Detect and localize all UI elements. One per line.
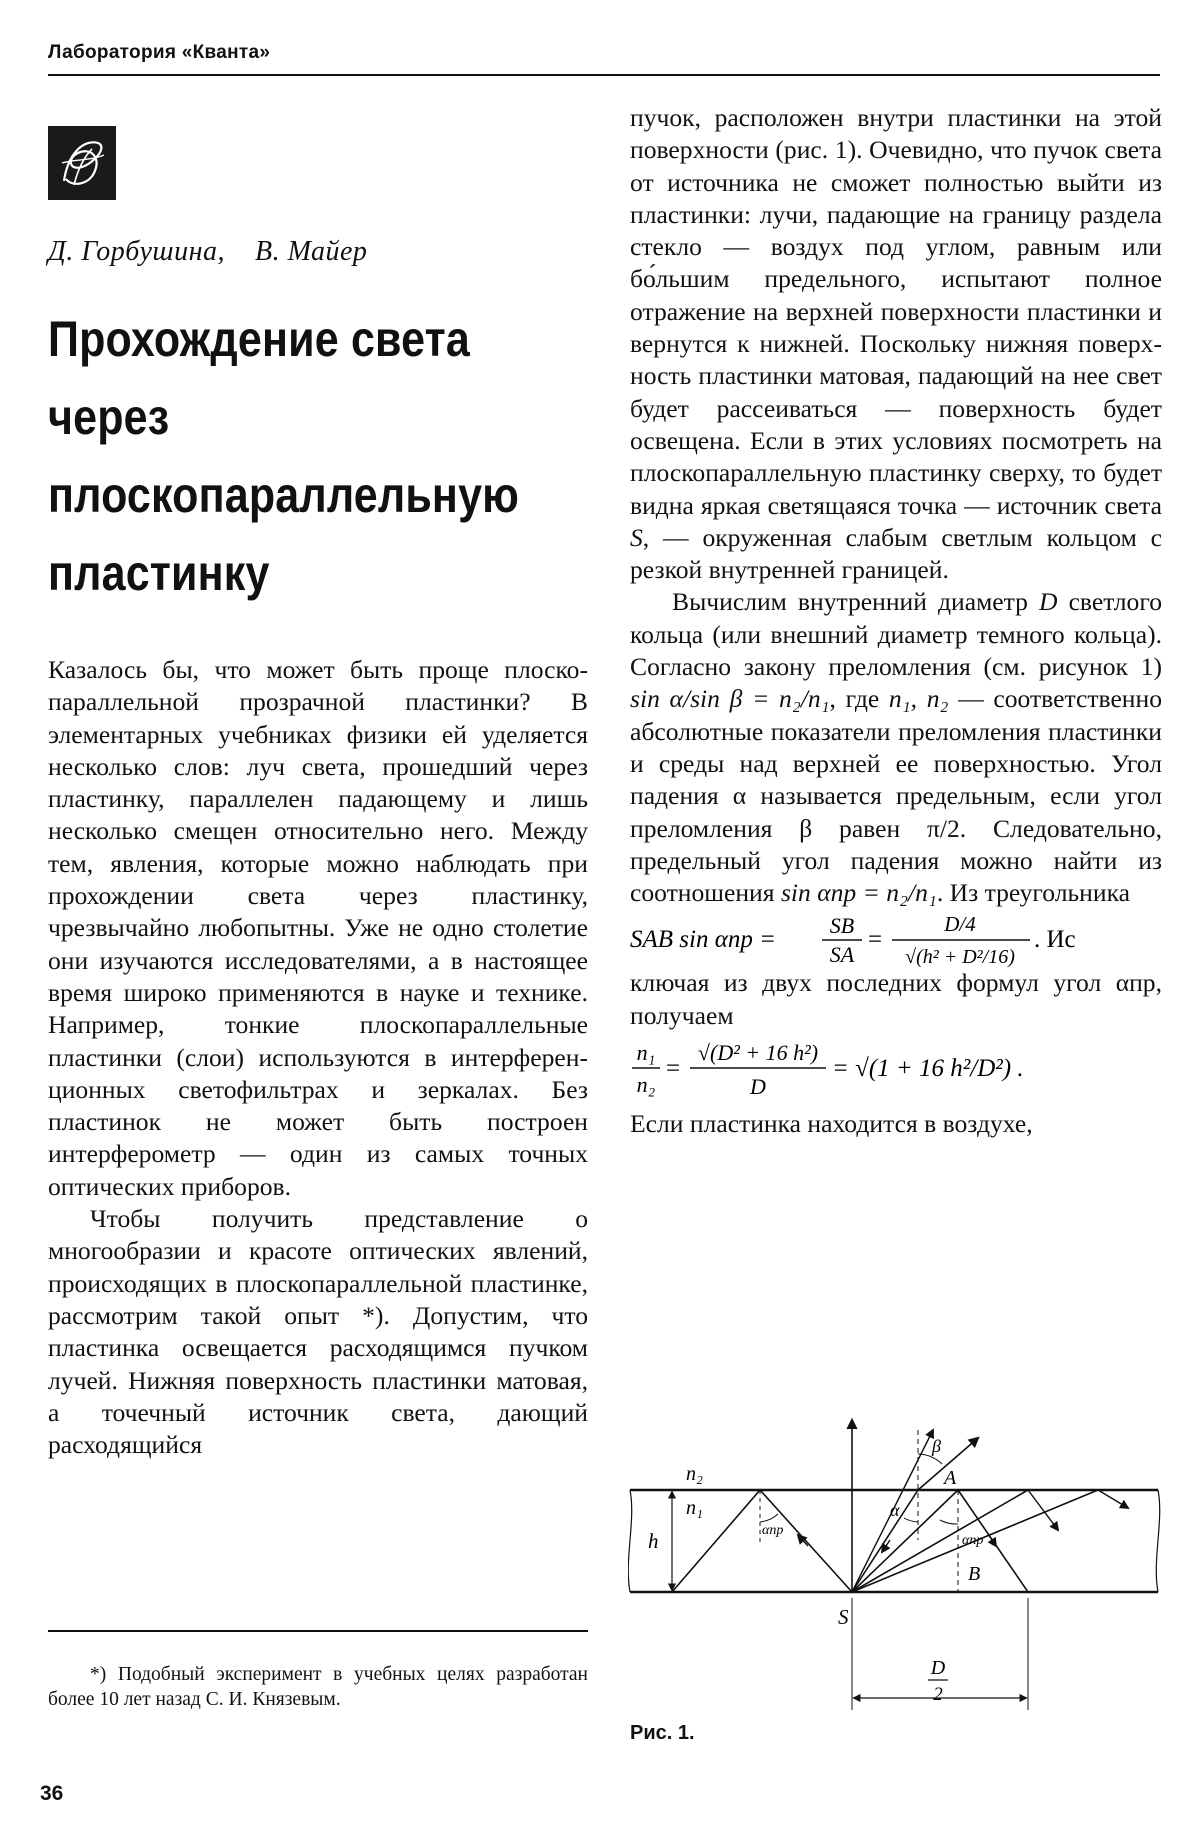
label-alpha-limit: αпр xyxy=(962,1533,984,1548)
label-n2: n₂ xyxy=(686,1463,703,1485)
text-run: , где xyxy=(829,684,889,714)
title-line: через xyxy=(48,389,170,445)
formula-lhs: SAB sin αпр = xyxy=(630,926,776,954)
label-S: S xyxy=(838,1605,849,1629)
text-run: Вычислим внутренний диаметр xyxy=(672,587,1040,617)
plate-left-edge xyxy=(628,1490,631,1592)
fraction-numerator: D/4 xyxy=(944,912,976,937)
label-D: D xyxy=(930,1657,946,1679)
fraction-numerator: √(D² + 16 h²) xyxy=(697,1040,819,1066)
footnote-rule xyxy=(48,1630,588,1632)
inline-formula: sin αпр = n₂/n₁ xyxy=(780,878,937,908)
fraction-denominator: D xyxy=(750,1074,766,1100)
label-2: 2 xyxy=(933,1684,943,1705)
figure-1-diagram xyxy=(628,1410,1168,1720)
math-symbol: D xyxy=(1039,587,1058,617)
paragraph xyxy=(630,102,1162,586)
section-header: Лаборатория «Кванта» xyxy=(48,42,271,63)
angle-arc xyxy=(760,1514,778,1522)
author-name: В. Майер xyxy=(254,236,368,267)
reflected-ray xyxy=(1028,1490,1058,1530)
fraction-denominator: SA xyxy=(829,942,855,968)
text-run: пучок, расположен внутри пластинки на этой поверхности (рис. 1). Очевидно, что пучок света от источника не сможет полностью выйти из пластинки: лучи, падающие на границу раздела стекло — воздух под углом, равным или бо́льшим предельного, испытают полное отражение на верхней поверхности пластинки и вернутся к нижней. Поскольку нижняя поверхность пластинки матовая, падающий на нее свет будет рассеиваться — поверхность будет освещена. Если в этих условиях посмотреть на плоскопараллельную пластинку сверху, то будет видна яркая светящаяся точка — источник света xyxy=(630,103,1162,520)
paragraph: Казалось бы, что может быть проще плоскопараллельной прозрачной пластинки? В элементарных учебниках физики ей уделяется несколько слов: луч света, прошедший через пластинку, параллелен падающему и лишь несколько смещен относительно него. Между тем, явления, которые можно наблюдать при прохождении света через пластинку, чрезвычайно любопытны. Уже не одно столетие они изучаются исследователями, а в настоящее время широко применяются в науке и технике. Например, тонкие плоскопараллельные пластинки (слои) используются в интерференционных светофильтрах и зеркалах. Без пластинок не может быть построен интерферометр — один из самых точных оптических приборов. xyxy=(48,655,588,1201)
fraction-denominator: n₂ xyxy=(636,1072,656,1098)
text-run: — соответственно абсолютные показатели преломления пластинки и среды над верхней ее поверхностью. Угол падения α называется предельным, если угол преломления β равен π/2. Следовательно, предельный угол падения можно найти из соотношения xyxy=(630,684,1162,908)
figure-caption: Рис. 1. xyxy=(630,1722,695,1744)
angle-arc xyxy=(940,1520,958,1524)
ray-critical xyxy=(852,1490,958,1592)
text-run: . Из треугольника xyxy=(936,878,1130,908)
label-B: B xyxy=(968,1563,981,1585)
title-line: плоскопараллельную xyxy=(48,467,520,523)
paragraph xyxy=(630,586,1162,909)
equals-sign: = xyxy=(868,926,883,954)
title-line: Прохождение света xyxy=(48,311,470,367)
kvant-lab-emblem-icon xyxy=(48,126,116,200)
reflected-ray xyxy=(1098,1490,1128,1508)
label-alpha-limit: αпр xyxy=(762,1523,784,1538)
authors xyxy=(48,236,367,268)
text-run: светлого кольца (или внешний диаметр темного кольца). Согласно закону преломления (см. рисунок 1) xyxy=(630,587,1162,682)
left-column xyxy=(48,654,588,1461)
author-name: Д. Горбушина, xyxy=(48,236,225,267)
footnote: *) Подобный эксперимент в учебных целях разработан более 10 лет назад С. И. Князевым. xyxy=(48,1664,588,1710)
formula-sab xyxy=(630,909,1162,967)
ray-arrow xyxy=(988,1534,996,1546)
math-symbol: S xyxy=(630,522,643,552)
plate-right-edge xyxy=(1156,1490,1159,1592)
fraction-denominator: √(h² + D²/16) xyxy=(905,946,1015,968)
page-number: 36 xyxy=(40,1782,64,1805)
inline-formula: n₁, n₂ xyxy=(888,684,949,714)
header-rule xyxy=(48,74,1160,76)
label-alpha: α xyxy=(890,1500,900,1520)
angle-arc-alpha xyxy=(904,1518,918,1522)
fraction-numerator: n₁ xyxy=(636,1040,656,1066)
formula-rhs: = √(1 + 16 h²/D²) . xyxy=(832,1055,1024,1083)
label-beta: β xyxy=(932,1436,941,1456)
paragraph: Если пластинка находится в воздухе, xyxy=(630,1109,1033,1139)
text-run: , — окруженная слабым светлым кольцом с резкой внутренней границей. xyxy=(630,522,1162,585)
equals-sign: = xyxy=(666,1055,681,1083)
title-line: пластинку xyxy=(48,545,270,601)
formula-ratio xyxy=(630,1032,1162,1108)
right-column xyxy=(630,102,1162,1140)
inline-formula: sin α/sin β = n₂/n₁ xyxy=(630,684,830,714)
ray xyxy=(852,1490,1028,1592)
article-title xyxy=(48,300,608,612)
label-n1: n₁ xyxy=(686,1497,703,1519)
label-h: h xyxy=(648,1529,659,1553)
ray-arrow xyxy=(882,1540,890,1552)
fraction-numerator: SB xyxy=(829,913,855,939)
paragraph: ключая из двух последних формул угол αпр, получаем xyxy=(630,968,1162,1030)
ray-to-A xyxy=(852,1490,918,1592)
paragraph: Чтобы получить представление о многообразии и красоте оптических явлений, происходящих в плоскопараллельной пластинке, рассмотрим такой опыт *). Допустим, что пластинка освещается расходящимся пучком лучей. Нижняя поверхность пластинки матовая, а точечный источник света, дающий расходящийся xyxy=(48,1204,588,1460)
label-A: A xyxy=(944,1467,957,1489)
formula-tail: . Ис xyxy=(1034,926,1076,954)
